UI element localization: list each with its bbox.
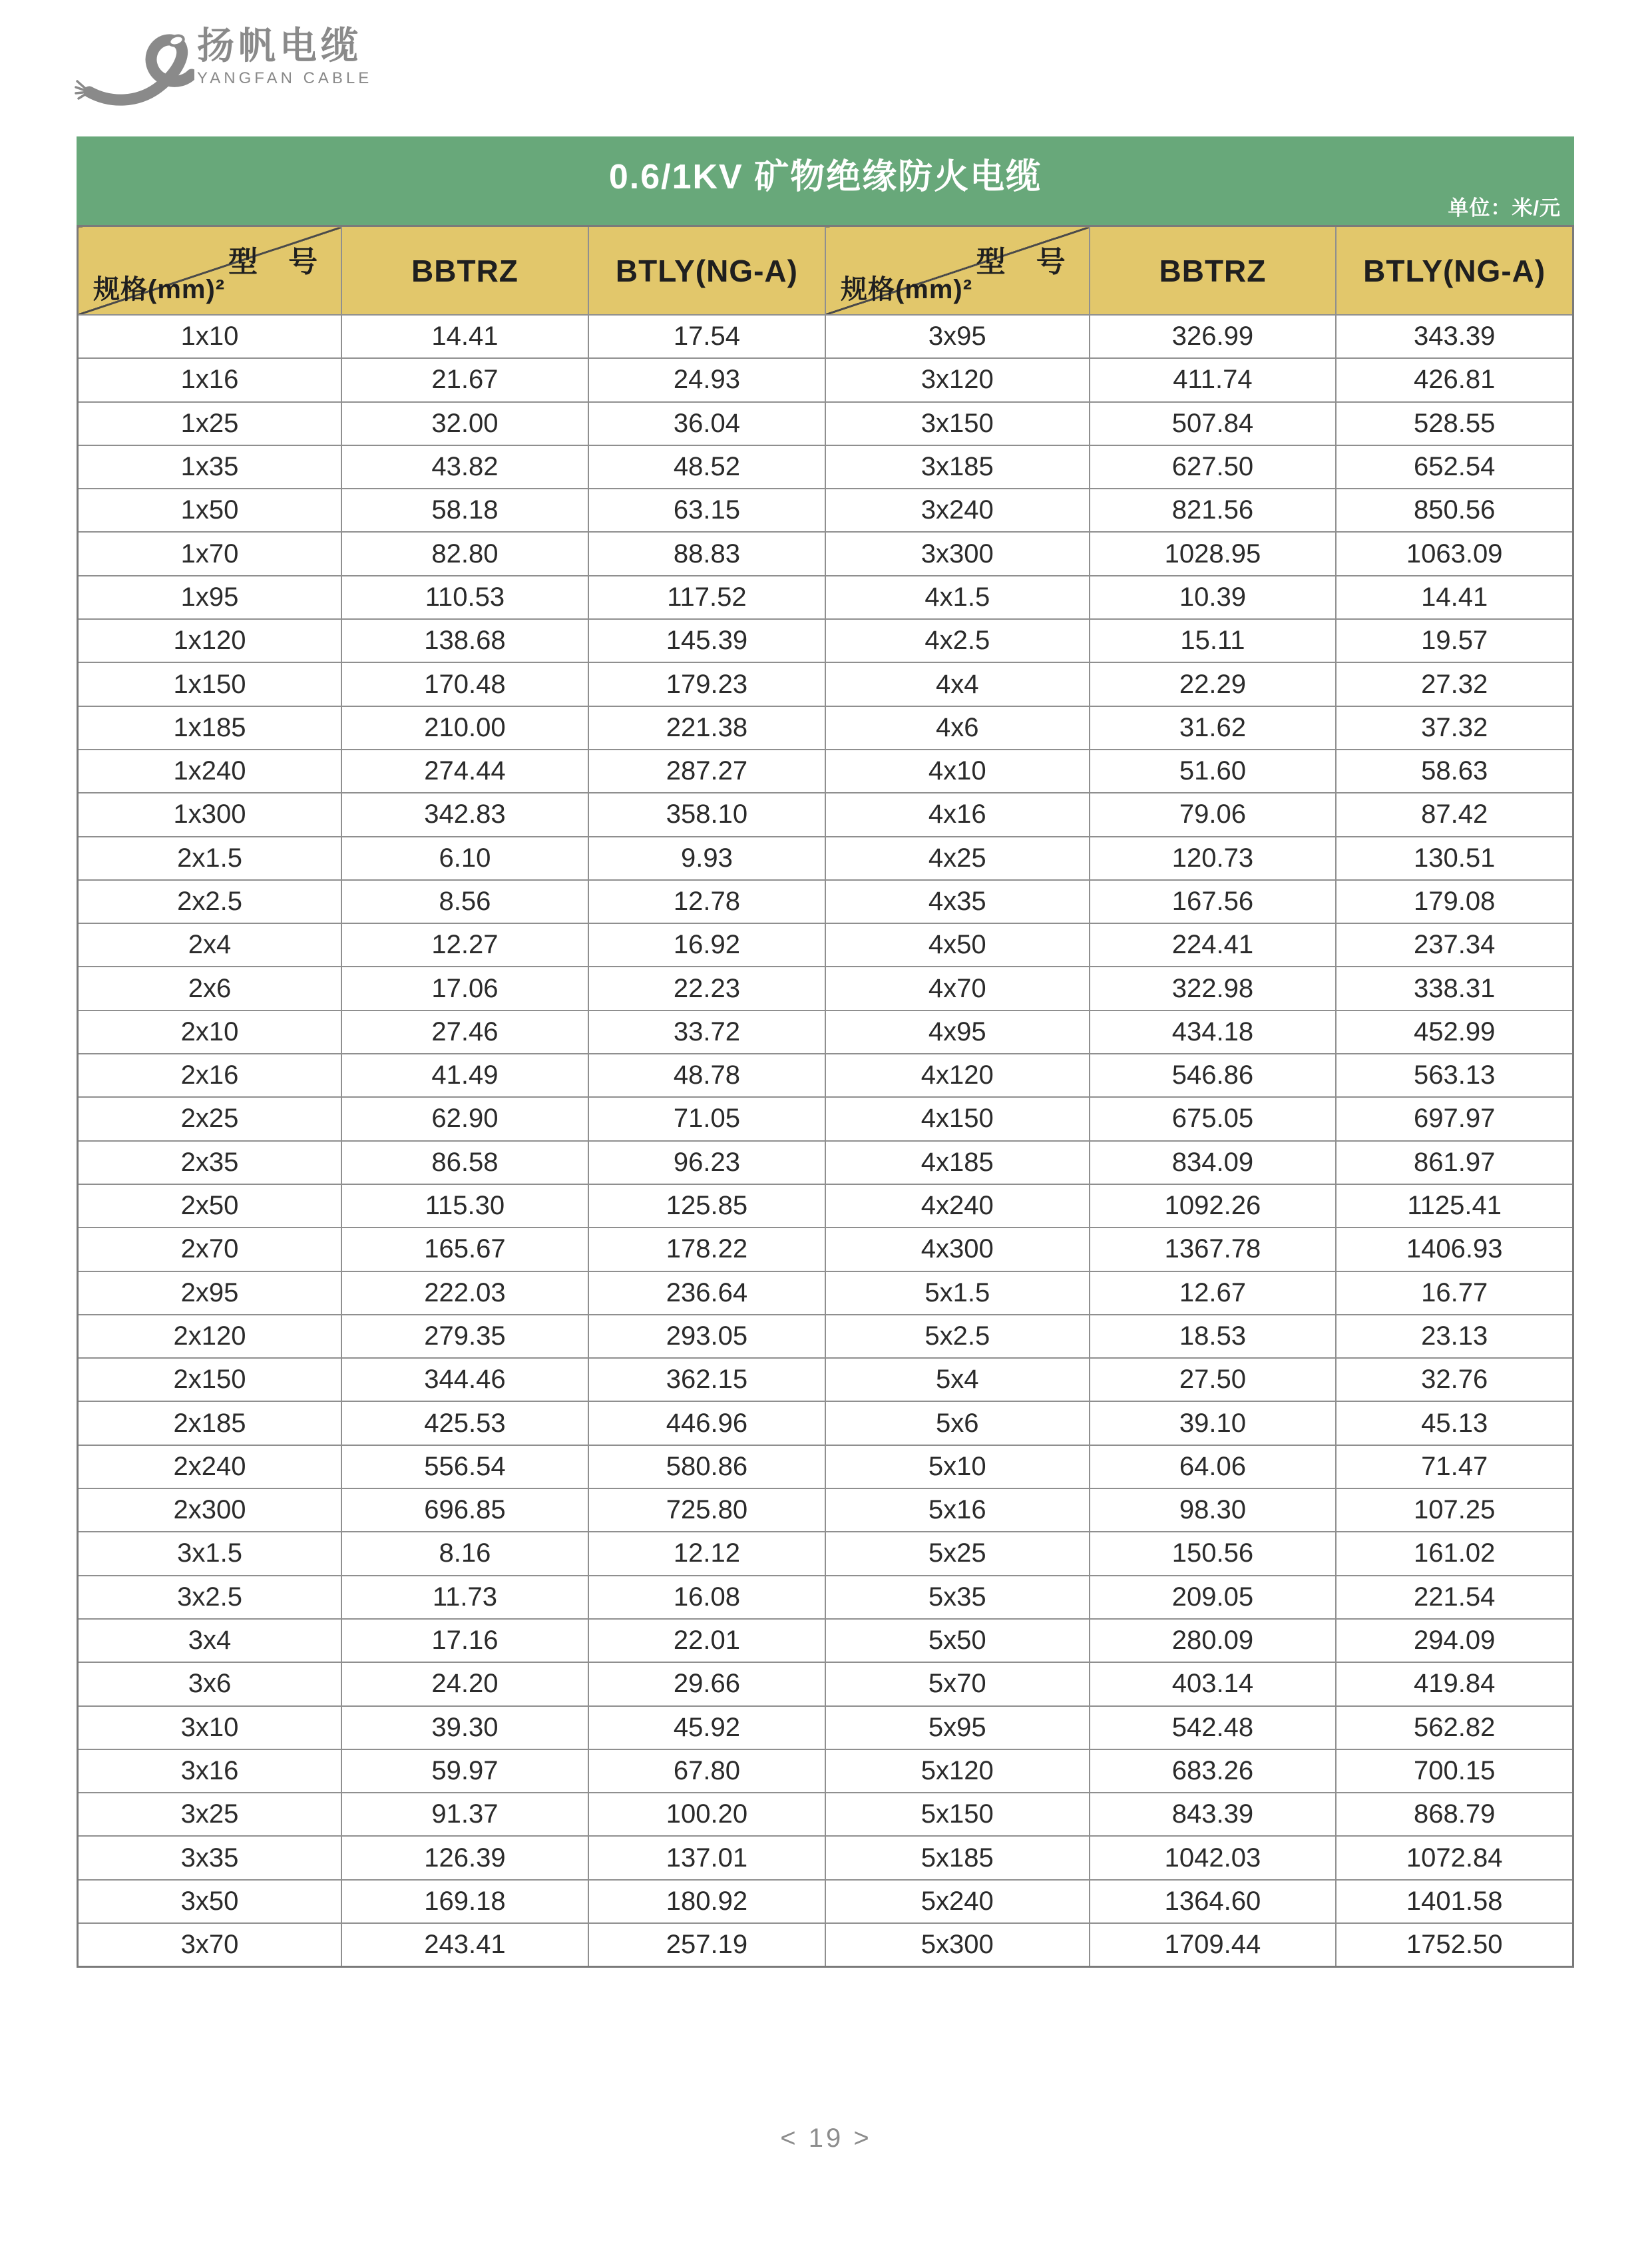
header-spec-model-right [825, 226, 1090, 316]
price-cell: 1042.03 [1090, 1836, 1337, 1879]
price-cell: 343.39 [1336, 315, 1573, 358]
price-cell: 58.18 [341, 489, 588, 532]
price-cell: 287.27 [588, 750, 825, 793]
table-row [78, 1010, 1573, 1054]
price-cell: 17.54 [588, 315, 825, 358]
table-row [78, 619, 1573, 662]
spec-cell: 1x300 [78, 793, 342, 836]
table-row [78, 1271, 1573, 1315]
price-cell: 138.68 [341, 619, 588, 662]
price-cell: 24.93 [588, 358, 825, 401]
price-cell: 23.13 [1336, 1315, 1573, 1358]
price-cell: 87.42 [1336, 793, 1573, 836]
table-row [78, 923, 1573, 967]
price-cell: 145.39 [588, 619, 825, 662]
price-cell: 344.46 [341, 1358, 588, 1401]
price-cell: 12.12 [588, 1532, 825, 1575]
price-cell: 293.05 [588, 1315, 825, 1358]
price-cell: 1401.58 [1336, 1880, 1573, 1923]
price-cell: 107.25 [1336, 1488, 1573, 1532]
price-cell: 210.00 [341, 706, 588, 750]
table-row [78, 402, 1573, 445]
table-row [78, 1141, 1573, 1184]
price-cell: 274.44 [341, 750, 588, 793]
price-cell: 170.48 [341, 662, 588, 706]
spec-cell: 4x16 [825, 793, 1090, 836]
price-cell: 1367.78 [1090, 1228, 1337, 1271]
table-row [78, 662, 1573, 706]
spec-cell: 5x25 [825, 1532, 1090, 1575]
spec-cell: 4x4 [825, 662, 1090, 706]
price-cell: 1364.60 [1090, 1880, 1337, 1923]
header-model-label: 型 号 [976, 246, 1066, 278]
price-cell: 675.05 [1090, 1097, 1337, 1140]
price-cell: 126.39 [341, 1836, 588, 1879]
price-cell: 14.41 [1336, 576, 1573, 619]
price-cell: 21.67 [341, 358, 588, 401]
table-row [78, 1836, 1573, 1879]
spec-cell: 3x185 [825, 445, 1090, 489]
price-cell: 236.64 [588, 1271, 825, 1315]
spec-cell: 2x1.5 [78, 837, 342, 880]
price-cell: 843.39 [1090, 1793, 1337, 1836]
table-row [78, 1576, 1573, 1619]
price-cell: 18.53 [1090, 1315, 1337, 1358]
spec-cell: 1x25 [78, 402, 342, 445]
price-cell: 48.52 [588, 445, 825, 489]
price-cell: 362.15 [588, 1358, 825, 1401]
logo-text [197, 25, 372, 88]
table-row [78, 1619, 1573, 1662]
price-cell: 29.66 [588, 1662, 825, 1705]
header-model-label: 型 号 [228, 246, 319, 278]
table-row [78, 532, 1573, 575]
spec-cell: 5x50 [825, 1619, 1090, 1662]
spec-cell: 3x70 [78, 1923, 342, 1967]
table-row [78, 880, 1573, 923]
price-cell: 1063.09 [1336, 532, 1573, 575]
spec-cell: 4x185 [825, 1141, 1090, 1184]
price-cell: 45.92 [588, 1706, 825, 1749]
price-cell: 79.06 [1090, 793, 1337, 836]
spec-cell: 2x16 [78, 1054, 342, 1097]
price-cell: 6.10 [341, 837, 588, 880]
spec-cell: 1x150 [78, 662, 342, 706]
price-cell: 1406.93 [1336, 1228, 1573, 1271]
price-cell: 130.51 [1336, 837, 1573, 880]
price-cell: 36.04 [588, 402, 825, 445]
header-btly-left: BTLY(NG-A) [588, 226, 825, 316]
brand-name-cn: 扬帆电缆 [197, 25, 362, 67]
unit-note: 单位：米/元 [1448, 196, 1561, 220]
price-cell: 98.30 [1090, 1488, 1337, 1532]
spec-cell: 5x1.5 [825, 1271, 1090, 1315]
spec-cell: 2x6 [78, 967, 342, 1010]
price-cell: 652.54 [1336, 445, 1573, 489]
spec-cell: 1x16 [78, 358, 342, 401]
table-row [78, 1358, 1573, 1401]
table-row [78, 358, 1573, 401]
spec-cell: 2x120 [78, 1315, 342, 1358]
price-cell: 12.27 [341, 923, 588, 967]
table-row [78, 1401, 1573, 1445]
price-cell: 16.92 [588, 923, 825, 967]
price-cell: 71.05 [588, 1097, 825, 1140]
price-cell: 221.54 [1336, 1576, 1573, 1619]
table-row [78, 1097, 1573, 1140]
spec-cell: 4x150 [825, 1097, 1090, 1140]
spec-cell: 3x120 [825, 358, 1090, 401]
price-cell: 117.52 [588, 576, 825, 619]
price-cell: 82.80 [341, 532, 588, 575]
spec-cell: 5x6 [825, 1401, 1090, 1445]
price-cell: 434.18 [1090, 1010, 1337, 1054]
page-number: < 19 > [780, 2124, 872, 2153]
price-cell: 562.82 [1336, 1706, 1573, 1749]
spec-cell: 1x95 [78, 576, 342, 619]
price-cell: 27.50 [1090, 1358, 1337, 1401]
price-cell: 24.20 [341, 1662, 588, 1705]
company-logo [75, 19, 394, 118]
table-row [78, 793, 1573, 836]
price-cell: 51.60 [1090, 750, 1337, 793]
spec-cell: 4x50 [825, 923, 1090, 967]
spec-cell: 4x70 [825, 967, 1090, 1010]
price-cell: 507.84 [1090, 402, 1337, 445]
price-cell: 697.97 [1336, 1097, 1573, 1140]
price-cell: 279.35 [341, 1315, 588, 1358]
table-row [78, 1054, 1573, 1097]
price-cell: 137.01 [588, 1836, 825, 1879]
price-cell: 179.23 [588, 662, 825, 706]
price-cell: 1752.50 [1336, 1923, 1573, 1967]
table-row [78, 1880, 1573, 1923]
price-cell: 1125.41 [1336, 1184, 1573, 1228]
price-cell: 224.41 [1090, 923, 1337, 967]
spec-cell: 5x10 [825, 1445, 1090, 1488]
price-cell: 222.03 [341, 1271, 588, 1315]
price-cell: 125.85 [588, 1184, 825, 1228]
spec-cell: 4x6 [825, 706, 1090, 750]
spec-cell: 3x6 [78, 1662, 342, 1705]
price-cell: 180.92 [588, 1880, 825, 1923]
price-cell: 403.14 [1090, 1662, 1337, 1705]
price-cell: 41.49 [341, 1054, 588, 1097]
spec-cell: 2x4 [78, 923, 342, 967]
spec-cell: 2x70 [78, 1228, 342, 1271]
spec-cell: 2x300 [78, 1488, 342, 1532]
price-cell: 1028.95 [1090, 532, 1337, 575]
price-table-body [78, 315, 1573, 1967]
price-cell: 243.41 [341, 1923, 588, 1967]
price-cell: 115.30 [341, 1184, 588, 1228]
price-cell: 411.74 [1090, 358, 1337, 401]
spec-cell: 5x120 [825, 1749, 1090, 1793]
price-cell: 22.23 [588, 967, 825, 1010]
price-cell: 868.79 [1336, 1793, 1573, 1836]
spec-cell: 2x50 [78, 1184, 342, 1228]
spec-cell: 4x10 [825, 750, 1090, 793]
price-cell: 17.06 [341, 967, 588, 1010]
price-cell: 96.23 [588, 1141, 825, 1184]
price-cell: 100.20 [588, 1793, 825, 1836]
price-cell: 11.73 [341, 1576, 588, 1619]
spec-cell: 2x150 [78, 1358, 342, 1401]
spec-cell: 5x2.5 [825, 1315, 1090, 1358]
price-cell: 326.99 [1090, 315, 1337, 358]
spec-cell: 1x50 [78, 489, 342, 532]
spec-cell: 1x185 [78, 706, 342, 750]
price-cell: 14.41 [341, 315, 588, 358]
price-cell: 358.10 [588, 793, 825, 836]
spec-cell: 3x150 [825, 402, 1090, 445]
price-cell: 32.00 [341, 402, 588, 445]
price-cell: 165.67 [341, 1228, 588, 1271]
spec-cell: 3x95 [825, 315, 1090, 358]
price-cell: 150.56 [1090, 1532, 1337, 1575]
price-cell: 91.37 [341, 1793, 588, 1836]
price-table [77, 225, 1574, 1968]
price-cell: 542.48 [1090, 1706, 1337, 1749]
spec-cell: 4x120 [825, 1054, 1090, 1097]
price-cell: 1709.44 [1090, 1923, 1337, 1967]
price-cell: 27.46 [341, 1010, 588, 1054]
price-cell: 39.30 [341, 1706, 588, 1749]
price-cell: 580.86 [588, 1445, 825, 1488]
header-spec-label: 规格(mm)² [840, 275, 973, 304]
spec-cell: 2x95 [78, 1271, 342, 1315]
spec-cell: 1x120 [78, 619, 342, 662]
price-cell: 850.56 [1336, 489, 1573, 532]
spec-cell: 3x25 [78, 1793, 342, 1836]
title-bar [77, 136, 1574, 225]
price-cell: 45.13 [1336, 1401, 1573, 1445]
price-cell: 563.13 [1336, 1054, 1573, 1097]
price-cell: 12.78 [588, 880, 825, 923]
price-cell: 452.99 [1336, 1010, 1573, 1054]
price-cell: 16.08 [588, 1576, 825, 1619]
table-row [78, 445, 1573, 489]
table-row [78, 1793, 1573, 1836]
price-cell: 110.53 [341, 576, 588, 619]
price-cell: 683.26 [1090, 1749, 1337, 1793]
price-cell: 294.09 [1336, 1619, 1573, 1662]
table-row [78, 706, 1573, 750]
spec-cell: 5x35 [825, 1576, 1090, 1619]
price-cell: 161.02 [1336, 1532, 1573, 1575]
table-row [78, 315, 1573, 358]
spec-cell: 4x2.5 [825, 619, 1090, 662]
header-bbtrz-left: BBTRZ [341, 226, 588, 316]
price-cell: 32.76 [1336, 1358, 1573, 1401]
spec-cell: 3x300 [825, 532, 1090, 575]
price-cell: 696.85 [341, 1488, 588, 1532]
price-cell: 861.97 [1336, 1141, 1573, 1184]
price-cell: 22.29 [1090, 662, 1337, 706]
table-row [78, 1532, 1573, 1575]
spec-cell: 2x35 [78, 1141, 342, 1184]
spec-cell: 2x240 [78, 1445, 342, 1488]
page-title: 0.6/1KV 矿物绝缘防火电缆 [608, 158, 1042, 196]
table-row [78, 489, 1573, 532]
price-cell: 67.80 [588, 1749, 825, 1793]
price-cell: 725.80 [588, 1488, 825, 1532]
price-cell: 834.09 [1090, 1141, 1337, 1184]
spec-cell: 3x4 [78, 1619, 342, 1662]
spec-cell: 2x185 [78, 1401, 342, 1445]
price-cell: 1092.26 [1090, 1184, 1337, 1228]
price-cell: 342.83 [341, 793, 588, 836]
price-cell: 169.18 [341, 1880, 588, 1923]
table-row [78, 1184, 1573, 1228]
price-cell: 1072.84 [1336, 1836, 1573, 1879]
spec-cell: 3x50 [78, 1880, 342, 1923]
price-cell: 71.47 [1336, 1445, 1573, 1488]
price-cell: 10.39 [1090, 576, 1337, 619]
spec-cell: 2x2.5 [78, 880, 342, 923]
table-row [78, 967, 1573, 1010]
spec-cell: 2x25 [78, 1097, 342, 1140]
price-cell: 86.58 [341, 1141, 588, 1184]
spec-cell: 3x240 [825, 489, 1090, 532]
table-row [78, 1662, 1573, 1705]
spec-cell: 1x240 [78, 750, 342, 793]
price-cell: 221.38 [588, 706, 825, 750]
spec-cell: 3x16 [78, 1749, 342, 1793]
price-cell: 419.84 [1336, 1662, 1573, 1705]
price-cell: 167.56 [1090, 880, 1337, 923]
price-cell: 9.93 [588, 837, 825, 880]
price-cell: 59.97 [341, 1749, 588, 1793]
price-cell: 43.82 [341, 445, 588, 489]
price-cell: 63.15 [588, 489, 825, 532]
header-btly-right: BTLY(NG-A) [1336, 226, 1573, 316]
price-cell: 257.19 [588, 1923, 825, 1967]
spec-cell: 5x300 [825, 1923, 1090, 1967]
price-cell: 546.86 [1090, 1054, 1337, 1097]
price-cell: 62.90 [341, 1097, 588, 1140]
spec-cell: 4x300 [825, 1228, 1090, 1271]
price-cell: 8.16 [341, 1532, 588, 1575]
price-cell: 700.15 [1336, 1749, 1573, 1793]
table-row [78, 576, 1573, 619]
brand-name-en: YANGFAN CABLE [197, 69, 373, 87]
price-cell: 17.16 [341, 1619, 588, 1662]
table-row [78, 750, 1573, 793]
spec-cell: 4x1.5 [825, 576, 1090, 619]
spec-cell: 3x35 [78, 1836, 342, 1879]
spec-cell: 5x4 [825, 1358, 1090, 1401]
spec-cell: 1x70 [78, 532, 342, 575]
price-cell: 19.57 [1336, 619, 1573, 662]
table-row [78, 1315, 1573, 1358]
price-cell: 209.05 [1090, 1576, 1337, 1619]
price-cell: 48.78 [588, 1054, 825, 1097]
price-cell: 556.54 [341, 1445, 588, 1488]
spec-cell: 3x1.5 [78, 1532, 342, 1575]
cable-swirl-icon [75, 23, 194, 116]
header-spec-label: 规格(mm)² [93, 275, 226, 304]
price-cell: 280.09 [1090, 1619, 1337, 1662]
price-cell: 446.96 [588, 1401, 825, 1445]
spec-cell: 5x150 [825, 1793, 1090, 1836]
price-cell: 37.32 [1336, 706, 1573, 750]
price-cell: 39.10 [1090, 1401, 1337, 1445]
price-cell: 179.08 [1336, 880, 1573, 923]
price-cell: 58.63 [1336, 750, 1573, 793]
price-cell: 528.55 [1336, 402, 1573, 445]
price-cell: 15.11 [1090, 619, 1337, 662]
spec-cell: 5x240 [825, 1880, 1090, 1923]
spec-cell: 2x10 [78, 1010, 342, 1054]
spec-cell: 4x25 [825, 837, 1090, 880]
price-cell: 120.73 [1090, 837, 1337, 880]
table-row [78, 837, 1573, 880]
spec-cell: 5x70 [825, 1662, 1090, 1705]
price-cell: 27.32 [1336, 662, 1573, 706]
price-cell: 31.62 [1090, 706, 1337, 750]
spec-cell: 4x95 [825, 1010, 1090, 1054]
price-cell: 237.34 [1336, 923, 1573, 967]
price-cell: 322.98 [1090, 967, 1337, 1010]
spec-cell: 3x2.5 [78, 1576, 342, 1619]
price-cell: 425.53 [341, 1401, 588, 1445]
spec-cell: 5x95 [825, 1706, 1090, 1749]
spec-cell: 3x10 [78, 1706, 342, 1749]
table-row [78, 1228, 1573, 1271]
spec-cell: 1x35 [78, 445, 342, 489]
spec-cell: 5x185 [825, 1836, 1090, 1879]
table-row [78, 1488, 1573, 1532]
spec-cell: 5x16 [825, 1488, 1090, 1532]
price-cell: 178.22 [588, 1228, 825, 1271]
table-row [78, 1445, 1573, 1488]
table-row [78, 1749, 1573, 1793]
price-cell: 22.01 [588, 1619, 825, 1662]
price-cell: 12.67 [1090, 1271, 1337, 1315]
spec-cell: 4x240 [825, 1184, 1090, 1228]
price-cell: 821.56 [1090, 489, 1337, 532]
price-cell: 627.50 [1090, 445, 1337, 489]
price-cell: 338.31 [1336, 967, 1573, 1010]
header-spec-model-left [78, 226, 342, 316]
price-cell: 33.72 [588, 1010, 825, 1054]
header-bbtrz-right: BBTRZ [1090, 226, 1337, 316]
price-cell: 426.81 [1336, 358, 1573, 401]
price-cell: 64.06 [1090, 1445, 1337, 1488]
table-row [78, 1923, 1573, 1967]
table-row [78, 1706, 1573, 1749]
spec-cell: 4x35 [825, 880, 1090, 923]
price-cell: 16.77 [1336, 1271, 1573, 1315]
price-cell: 88.83 [588, 532, 825, 575]
price-cell: 8.56 [341, 880, 588, 923]
spec-cell: 1x10 [78, 315, 342, 358]
price-table-header [78, 226, 1573, 316]
